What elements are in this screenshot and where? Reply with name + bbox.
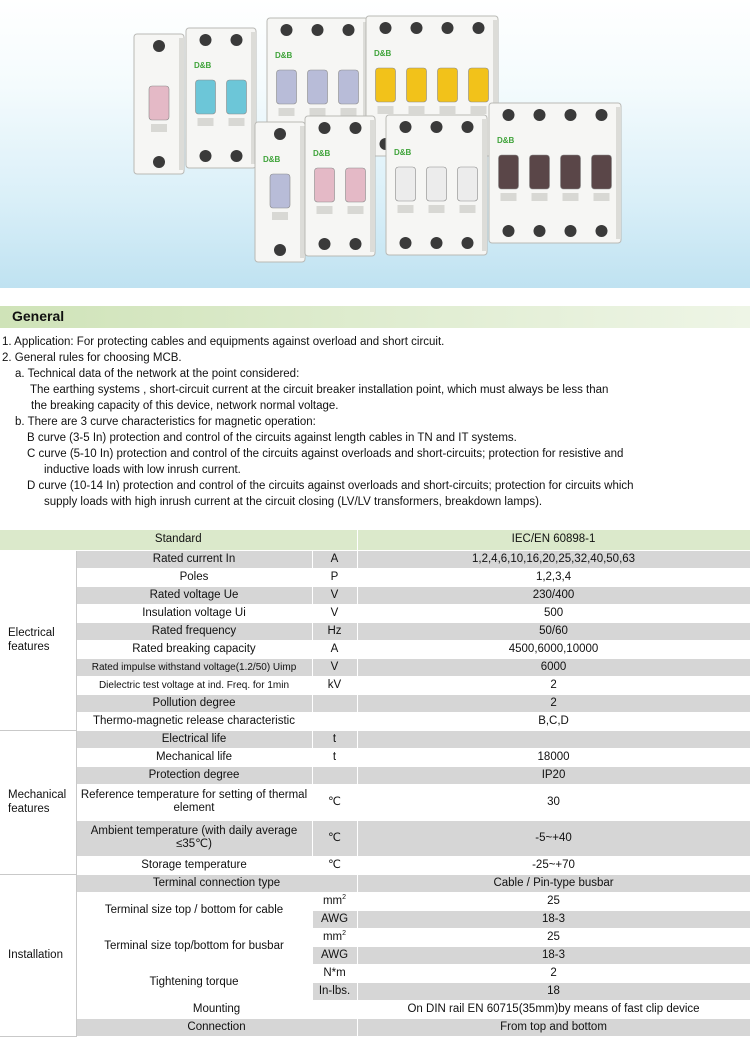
- breaker-unit: [305, 116, 375, 256]
- general-line: inductive loads with low inrush current.: [44, 464, 241, 476]
- table-row: [0, 568, 750, 586]
- mcb-breakers-illustration: [0, 0, 750, 288]
- unit-cell: A: [312, 550, 357, 568]
- param-cell: Insulation voltage Ui: [76, 604, 312, 622]
- unit-cell: [312, 892, 357, 910]
- unit-cell: Hz: [312, 622, 357, 640]
- unit-text: mm: [322, 930, 343, 943]
- table-row: [0, 694, 750, 712]
- unit-cell: AWG: [312, 910, 357, 928]
- table-row: [0, 820, 750, 856]
- param-cell: Protection degree: [76, 766, 312, 784]
- param-cell: Terminal size top/bottom for busbar: [76, 928, 312, 964]
- standard-label: Standard: [0, 530, 357, 550]
- value-cell: 2: [357, 676, 750, 694]
- value-cell: From top and bottom: [357, 1018, 750, 1036]
- param-cell: Terminal connection type: [76, 874, 357, 892]
- unit-cell: V: [312, 658, 357, 676]
- value-cell: 18: [357, 982, 750, 1000]
- value-cell: IP20: [357, 766, 750, 784]
- table-row: [0, 874, 750, 892]
- value-cell: 1,2,4,6,10,16,20,25,32,40,50,63: [357, 550, 750, 568]
- product-photo: [0, 0, 750, 288]
- general-line: supply loads with high inrush current at the circuit closing (LV/LV transformers, breakdown lamps).: [44, 496, 543, 508]
- param-cell: Pollution degree: [76, 694, 312, 712]
- value-cell: 25: [357, 892, 750, 910]
- table-row: [0, 856, 750, 874]
- table-row: [0, 676, 750, 694]
- value-cell: 1,2,3,4: [357, 568, 750, 586]
- breaker-unit: [386, 115, 487, 255]
- table-row: [0, 550, 750, 568]
- general-heading-bar: [0, 306, 750, 328]
- value-cell: [357, 730, 750, 748]
- general-line: D curve (10-14 In) protection and control of the circuits against overloads and short-circuits; protection for circuits which: [27, 480, 634, 492]
- svg-text:D&B: D&B: [313, 149, 331, 158]
- unit-cell: P: [312, 568, 357, 586]
- general-line: C curve (5-10 In) protection and control of the circuits against overloads and short-circuits; protection for resistive and: [27, 448, 624, 460]
- unit-cell: t: [312, 748, 357, 766]
- param-cell: Rated current In: [76, 550, 312, 568]
- param-cell: Mechanical life: [76, 748, 312, 766]
- standard-value: IEC/EN 60898-1: [357, 530, 750, 550]
- breaker-unit: [489, 103, 621, 243]
- unit-cell: [312, 712, 357, 730]
- group-installation: Installation: [0, 874, 76, 1036]
- standard-row: [0, 530, 750, 550]
- value-cell: 25: [357, 928, 750, 946]
- superscript: 2: [342, 893, 347, 901]
- unit-cell: A: [312, 640, 357, 658]
- svg-text:D&B: D&B: [497, 136, 515, 145]
- value-cell: 2: [357, 964, 750, 982]
- specification-table: [0, 530, 750, 1037]
- param-cell: Tightening torque: [76, 964, 312, 1000]
- table-row: [0, 766, 750, 784]
- value-cell: 50/60: [357, 622, 750, 640]
- table-row: [0, 892, 750, 910]
- value-cell: 18-3: [357, 946, 750, 964]
- unit-cell: [312, 928, 357, 946]
- general-title: General: [12, 308, 65, 324]
- param-cell: Rated impulse withstand voltage(1.2/50) Uimp: [76, 658, 312, 676]
- table-row: [0, 622, 750, 640]
- table-row: [0, 928, 750, 946]
- unit-cell: t: [312, 730, 357, 748]
- unit-cell: AWG: [312, 946, 357, 964]
- param-cell: Thermo-magnetic release characteristic: [76, 712, 312, 730]
- param-cell: Rated voltage Ue: [76, 586, 312, 604]
- svg-text:D&B: D&B: [374, 49, 392, 58]
- table-row: [0, 964, 750, 982]
- value-cell: -25~+70: [357, 856, 750, 874]
- param-cell: Ambient temperature (with daily average ≤35℃): [76, 820, 312, 856]
- table-row: [0, 640, 750, 658]
- breaker-unit: [255, 122, 305, 262]
- group-mechanical: Mechanical features: [0, 730, 76, 874]
- table-row: [0, 586, 750, 604]
- unit-cell: N*m: [312, 964, 357, 982]
- unit-cell: V: [312, 586, 357, 604]
- value-cell: 230/400: [357, 586, 750, 604]
- group-electrical: Electrical features: [0, 550, 76, 730]
- unit-cell: ℃: [312, 856, 357, 874]
- param-cell: Rated frequency: [76, 622, 312, 640]
- param-cell: Terminal size top / bottom for cable: [76, 892, 312, 928]
- unit-cell: [312, 694, 357, 712]
- param-cell: Electrical life: [76, 730, 312, 748]
- unit-cell: [312, 766, 357, 784]
- general-line: The earthing systems , short-circuit current at the circuit breaker installation point, which must always be less than: [30, 384, 609, 396]
- unit-cell: V: [312, 604, 357, 622]
- table-row: [0, 730, 750, 748]
- param-cell: Poles: [76, 568, 312, 586]
- value-cell: 4500,6000,10000: [357, 640, 750, 658]
- svg-text:D&B: D&B: [263, 155, 281, 164]
- svg-text:D&B: D&B: [394, 148, 412, 157]
- param-cell: Mounting: [76, 1000, 357, 1018]
- value-cell: -5~+40: [357, 820, 750, 856]
- general-line: the breaking capacity of this device, network normal voltage.: [31, 400, 339, 412]
- superscript: 2: [342, 929, 347, 937]
- value-cell: On DIN rail EN 60715(35mm)by means of fast clip device: [357, 1000, 750, 1018]
- table-row: [0, 1000, 750, 1018]
- unit-cell: ℃: [312, 784, 357, 820]
- unit-cell: In-lbs.: [312, 982, 357, 1000]
- param-cell: Dielectric test voltage at ind. Freq. for 1min: [76, 676, 312, 694]
- unit-text: mm: [322, 894, 343, 907]
- unit-cell: kV: [312, 676, 357, 694]
- breaker-unit: [186, 28, 256, 168]
- value-cell: Cable / Pin-type busbar: [357, 874, 750, 892]
- table-row: [0, 748, 750, 766]
- value-cell: 18-3: [357, 910, 750, 928]
- value-cell: 18000: [357, 748, 750, 766]
- param-cell: Storage temperature: [76, 856, 312, 874]
- param-cell: Reference temperature for setting of thermal element: [76, 784, 312, 820]
- value-cell: 6000: [357, 658, 750, 676]
- table-row: [0, 784, 750, 820]
- table-row: [0, 1018, 750, 1036]
- general-line: 1. Application: For protecting cables and equipments against overload and short circuit.: [2, 336, 445, 348]
- value-cell: 2: [357, 694, 750, 712]
- general-line: b. There are 3 curve characteristics for magnetic operation:: [15, 416, 316, 428]
- unit-cell: ℃: [312, 820, 357, 856]
- general-line: 2. General rules for choosing MCB.: [2, 352, 182, 364]
- table-row: [0, 658, 750, 676]
- general-line: a. Technical data of the network at the point considered:: [15, 368, 300, 380]
- breaker-unit: [134, 34, 184, 174]
- value-cell: 30: [357, 784, 750, 820]
- table-row: [0, 604, 750, 622]
- value-cell: 500: [357, 604, 750, 622]
- svg-text:D&B: D&B: [275, 51, 293, 60]
- value-cell: B,C,D: [357, 712, 750, 730]
- table-row: [0, 712, 750, 730]
- param-cell: Connection: [76, 1018, 357, 1036]
- general-line: B curve (3-5 In) protection and control of the circuits against length cables in TN and IT systems.: [27, 432, 517, 444]
- svg-text:D&B: D&B: [194, 61, 212, 70]
- param-cell: Rated breaking capacity: [76, 640, 312, 658]
